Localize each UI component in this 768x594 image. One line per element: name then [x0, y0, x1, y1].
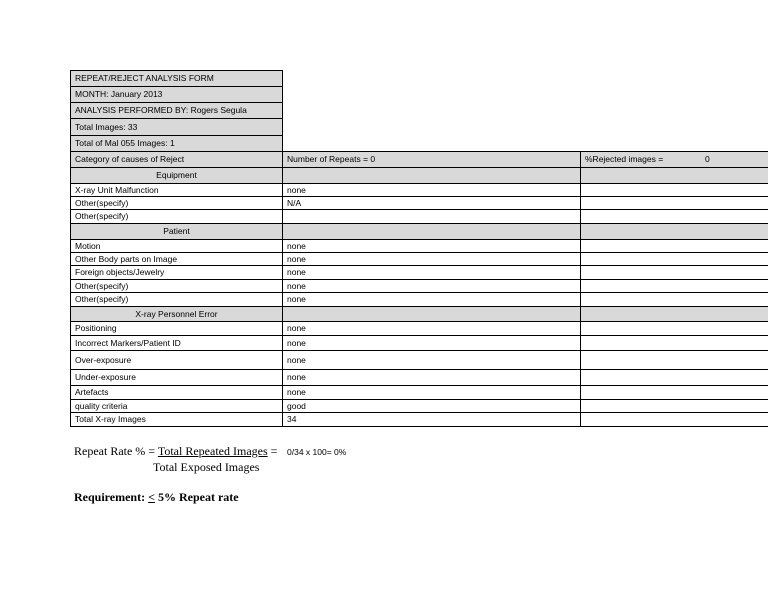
- formula-result: 0/34 x 100= 0%: [287, 447, 347, 457]
- row-value: none: [282, 321, 581, 336]
- section-patient: Patient: [70, 223, 283, 240]
- formula-equals: =: [267, 444, 278, 458]
- row-value: none: [282, 252, 581, 266]
- row-percent-cell: [580, 196, 768, 210]
- row-percent-cell: [580, 412, 768, 427]
- section-equipment-cell: [580, 167, 768, 184]
- row-value: none: [282, 292, 581, 307]
- section-equipment-cell: [282, 167, 581, 184]
- row-value: none: [282, 183, 581, 197]
- row-label: Other(specify): [70, 196, 283, 210]
- row-label: Other(specify): [70, 209, 283, 224]
- row-percent-cell: [580, 279, 768, 293]
- row-percent-cell: [580, 350, 768, 370]
- row-value: 34: [282, 412, 581, 427]
- row-value: [282, 209, 581, 224]
- formula-prefix: Repeat Rate % =: [74, 444, 158, 458]
- row-value: none: [282, 265, 581, 280]
- row-percent-cell: [580, 385, 768, 400]
- row-value: none: [282, 279, 581, 293]
- row-label: Incorrect Markers/Patient ID: [70, 335, 283, 351]
- row-value: none: [282, 335, 581, 351]
- total-images-field: Total Images: 33: [70, 118, 283, 136]
- less-equal-symbol: <: [148, 490, 155, 504]
- row-label: Over-exposure: [70, 350, 283, 370]
- row-label: Other Body parts on Image: [70, 252, 283, 266]
- form-title: REPEAT/REJECT ANALYSIS FORM: [70, 70, 283, 87]
- row-label: Artefacts: [70, 385, 283, 400]
- col-rejected-header: [580, 151, 768, 168]
- col-rejected-label: %Rejected images =: [585, 154, 664, 165]
- row-value: good: [282, 399, 581, 413]
- total-mal-field: Total of Mal 055 Images: 1: [70, 135, 283, 152]
- row-percent-cell: [580, 265, 768, 280]
- section-personnel-cell: [580, 306, 768, 322]
- row-value: none: [282, 385, 581, 400]
- row-percent-cell: [580, 183, 768, 197]
- section-equipment: Equipment: [70, 167, 283, 184]
- section-patient-cell: [282, 223, 581, 240]
- requirement-line: [74, 490, 239, 505]
- row-percent-cell: [580, 369, 768, 386]
- section-personnel-cell: [282, 306, 581, 322]
- requirement-text: 5% Repeat rate: [154, 490, 239, 504]
- row-value: none: [282, 350, 581, 370]
- row-label: X-ray Unit Malfunction: [70, 183, 283, 197]
- section-patient-cell: [580, 223, 768, 240]
- row-label: Total X-ray Images: [70, 412, 283, 427]
- row-label: Positioning: [70, 321, 283, 336]
- row-percent-cell: [580, 209, 768, 224]
- repeat-rate-formula: [74, 444, 277, 459]
- month-field: MONTH: January 2013: [70, 86, 283, 103]
- row-label: Motion: [70, 239, 283, 253]
- requirement-label: Requirement:: [74, 490, 149, 504]
- row-percent-cell: [580, 399, 768, 413]
- row-value: N/A: [282, 196, 581, 210]
- row-percent-cell: [580, 252, 768, 266]
- row-label: quality criteria: [70, 399, 283, 413]
- section-personnel: X-ray Personnel Error: [70, 306, 283, 322]
- row-label: Foreign objects/Jewelry: [70, 265, 283, 280]
- row-label: Other(specify): [70, 279, 283, 293]
- row-label: Under-exposure: [70, 369, 283, 386]
- row-value: none: [282, 369, 581, 386]
- row-percent-cell: [580, 292, 768, 307]
- formula-numerator: Total Repeated Images: [157, 444, 268, 458]
- row-percent-cell: [580, 321, 768, 336]
- col-repeats-header: Number of Repeats = 0: [282, 151, 581, 168]
- formula-denominator: Total Exposed Images: [153, 460, 260, 474]
- row-value: none: [282, 239, 581, 253]
- row-label: Other(specify): [70, 292, 283, 307]
- col-rejected-value: 0: [705, 154, 710, 165]
- performed-by-field: ANALYSIS PERFORMED BY: Rogers Segula: [70, 102, 283, 119]
- col-category-header: Category of causes of Reject: [70, 151, 283, 168]
- row-percent-cell: [580, 239, 768, 253]
- row-percent-cell: [580, 335, 768, 351]
